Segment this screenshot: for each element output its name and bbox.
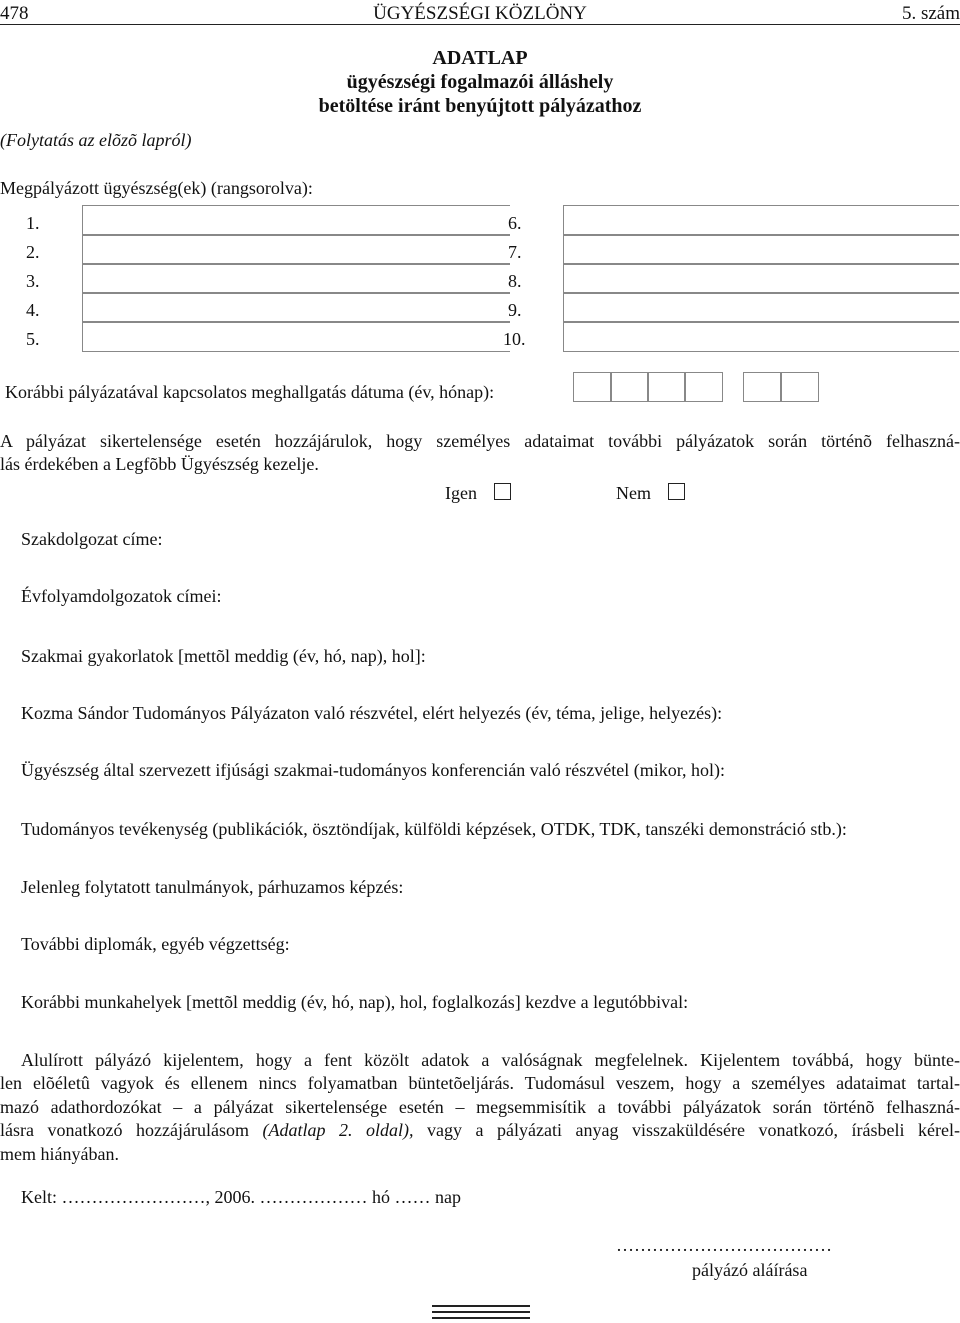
consent-yes-checkbox[interactable] <box>494 483 511 500</box>
current-studies-label: Jelenleg folytatott tanulmányok, párhuzamos képzés: <box>21 877 404 897</box>
slot-number: 10. <box>503 329 526 349</box>
header-rule <box>0 24 960 25</box>
slot-number: 5. <box>26 329 40 349</box>
continuation-note: (Folytatás az elõzõ lapról) <box>0 130 192 150</box>
consent-line: A pályázat sikertelensége esetén hozzájárulok, hogy személyes adataimat további pályázatok során történõ felhaszná- <box>0 431 960 451</box>
hearing-date-label: Korábbi pályázatával kapcsolatos meghallgatás dátuma (év, hónap): <box>5 382 495 402</box>
applied-offices-label: Megpályázott ügyészség(ek) (rangsorolva): <box>0 178 313 198</box>
month-digit-box[interactable] <box>743 372 782 402</box>
slot-number: 8. <box>508 271 522 291</box>
form-subtitle-1: ügyészségi fogalmazói álláshely <box>346 71 614 93</box>
declaration-paragraph <box>0 1049 960 1166</box>
slot-field[interactable] <box>563 205 959 236</box>
consent-no-label: Nem <box>616 483 651 503</box>
declaration-line: Alulírott pályázó kijelentem, hogy a fent közölt adatok a valóságnak megfelelnek. Kijelentem továbbá, hogy bünte- <box>21 1050 960 1070</box>
diplomas-label: További diplomák, egyéb végzettség: <box>21 934 290 954</box>
slot-field[interactable] <box>563 263 959 294</box>
practice-label: Szakmai gyakorlatok [mettõl meddig (év, hó, nap), hol]: <box>21 646 426 666</box>
science-activity-label: Tudományos tevékenység (publikációk, ösztöndíjak, külföldi képzések, OTDK, TDK, tanszéki demonstráció stb.): <box>21 819 847 839</box>
slot-number: 6. <box>508 213 522 233</box>
slot-field[interactable] <box>563 321 959 352</box>
slot-field[interactable] <box>82 292 510 323</box>
slot-number: 3. <box>26 271 40 291</box>
consent-line: lás érdekében a Legfõbb Ügyészség kezelje. <box>0 454 319 475</box>
page-number: 478 <box>0 3 29 24</box>
slot-field[interactable] <box>82 263 510 294</box>
slot-field[interactable] <box>563 234 959 265</box>
year-digit-box[interactable] <box>610 372 649 402</box>
signature-label: pályázó aláírása <box>692 1260 808 1280</box>
slot-number: 7. <box>508 242 522 262</box>
month-digit-box[interactable] <box>780 372 819 402</box>
thesis-label: Szakdolgozat címe: <box>21 529 163 549</box>
consent-yes-label: Igen <box>445 483 477 503</box>
consent-paragraph <box>0 430 960 477</box>
workplaces-label: Korábbi munkahelyek [mettõl meddig (év, hó, nap), hol, foglalkozás] kezdve a legutóbbival: <box>21 992 689 1012</box>
declaration-line: len elõéletû vagyok és ellenem nincs folyamatban büntetõeljárás. Tudomásul veszem, hogy a személyes adataimat tartal- <box>0 1073 960 1094</box>
declaration-line: lásra vonatkozó hozzájárulásom (Adatlap 2. oldal), vagy a pályázati anyag visszaküldésére vonatkozó, írásbeli kérel- <box>0 1120 960 1141</box>
declaration-line: mazó adathordozókat – a pályázat sikertelensége esetén – megsemmisítik a további pályázatok során történõ felhaszná- <box>0 1096 960 1117</box>
year-digit-box[interactable] <box>647 372 686 402</box>
kozma-competition-label: Kozma Sándor Tudományos Pályázaton való részvétel, elért helyezés (év, téma, jelige, helyezés): <box>21 703 723 723</box>
signature-line[interactable]: ……………………………… <box>616 1235 832 1255</box>
declaration-line: mem hiányában. <box>0 1143 119 1164</box>
slot-number: 9. <box>508 300 522 320</box>
slot-number: 2. <box>26 242 40 262</box>
yearly-papers-label: Évfolyamdolgozatok címei: <box>21 586 222 606</box>
form-title: ADATLAP <box>432 47 528 69</box>
date-place-line: Kelt: ……………………, 2006. ……………… hó …… nap <box>21 1187 461 1207</box>
journal-title: ÜGYÉSZSÉGI KÖZLÖNY <box>373 3 587 24</box>
slot-field[interactable] <box>82 321 510 352</box>
issue-number: 5. szám <box>901 3 960 24</box>
slot-number: 1. <box>26 213 40 233</box>
slot-field[interactable] <box>563 292 959 323</box>
consent-no-checkbox[interactable] <box>668 483 685 500</box>
conference-label: Ügyészség által szervezett ifjúsági szakmai-tudományos konferencián való részvétel (mikor, hol): <box>21 760 726 780</box>
slot-field[interactable] <box>82 205 510 236</box>
year-digit-box[interactable] <box>684 372 723 402</box>
slot-field[interactable] <box>82 234 510 265</box>
form-subtitle-2: betöltése iránt benyújtott pályázathoz <box>318 95 642 117</box>
slot-number: 4. <box>26 300 40 320</box>
year-digit-box[interactable] <box>573 372 612 402</box>
